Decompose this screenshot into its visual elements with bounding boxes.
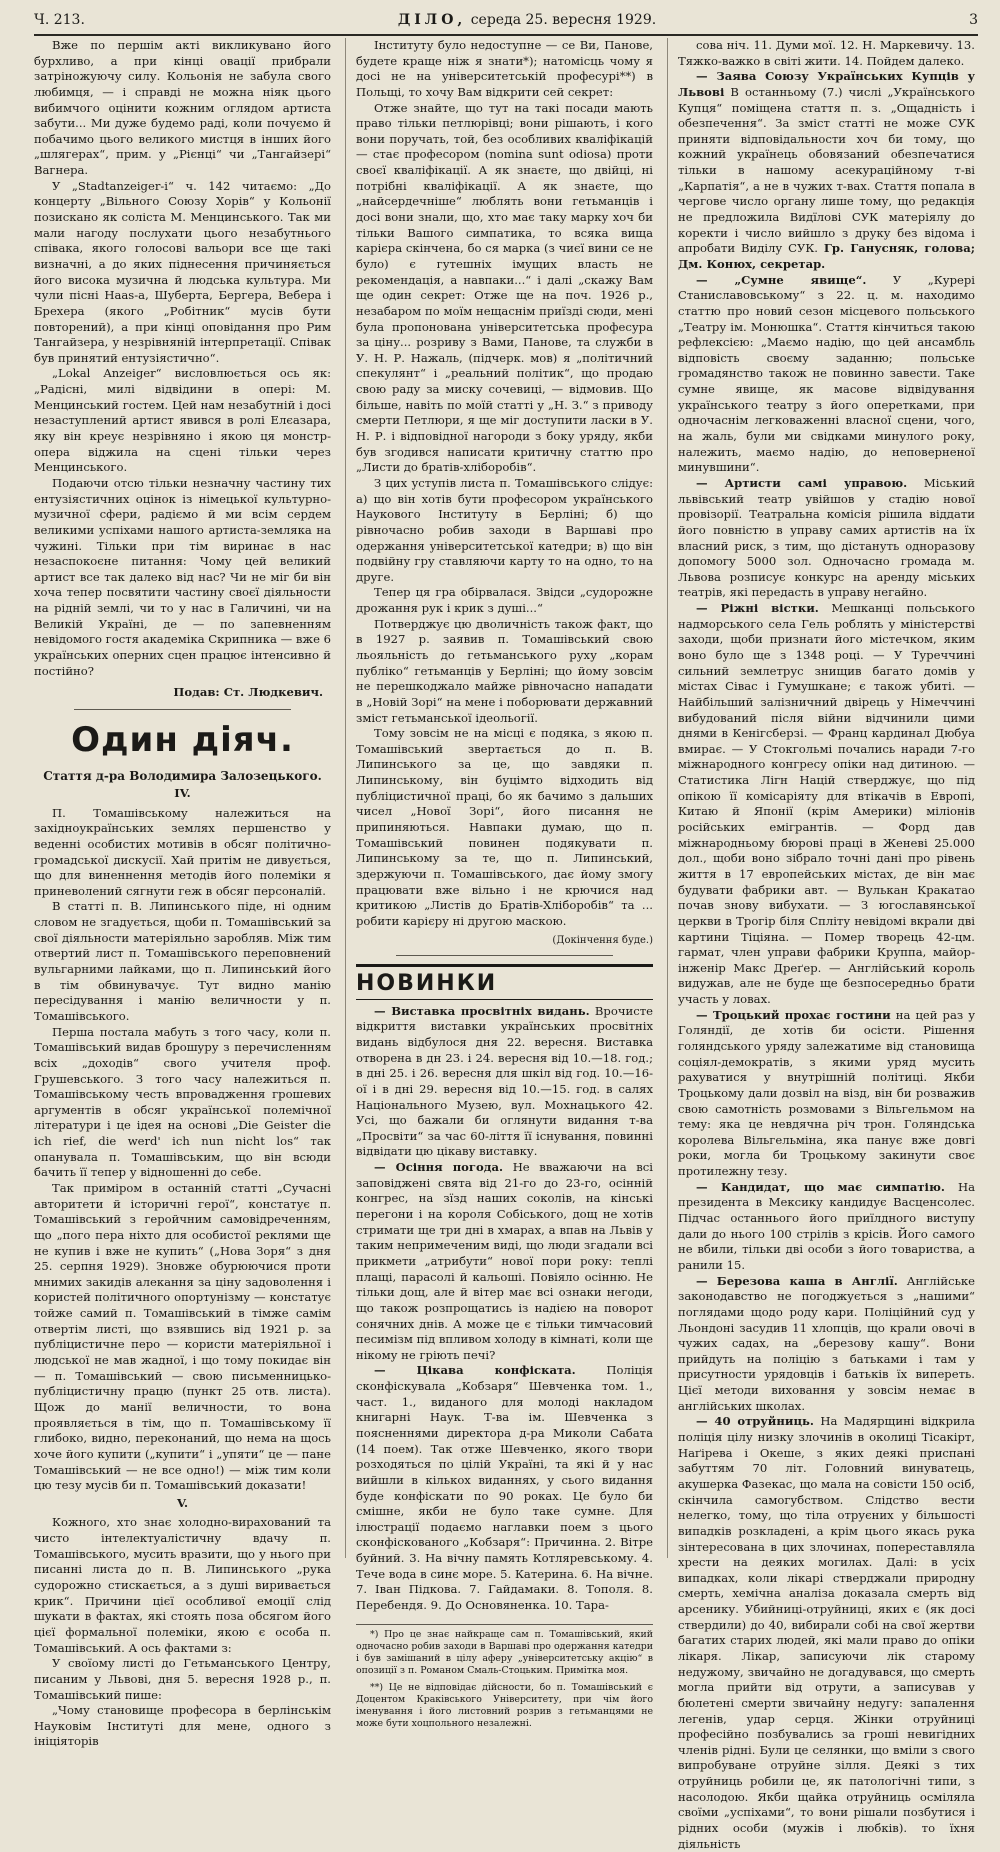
news-body: У „Курері Станиславовському“ з 22. ц. м. находимо статтю про новий сезон місцевого польського „Театру ім. Монюшка“. Стаття кінчиться такою рефлексією: „Маємо надію, що цей ансамбль відповість своєму заданню; польське громадянство також не повинно завести. Таке сумне явище, як масове відвідування українського театру з його оперетками, при одночаснім легковаженні власної сцени, чого, на жаль, були ми свідками минулого року, належить, маємо надію, до неповерненої минувшини“. — [678, 272, 976, 475]
news-body: на цей раз у Голяндії, де хотів би осісти. Рішення голяндського уряду залежатиме від становища соціял-демократів, з якими уряд мусить рахуватися у внутрішній політиці. Якби Троцькому дали дозвіл на візд, він би розважив свою самотність розмовами з Вільгельмом на тему: яка це невдячна річ трон. Голяндська королева Вільгельміна, яка панує вже довгі роки, могла би Троцькому закинути своє протилежну тезу. — [678, 1007, 976, 1179]
section-rubric: НОВИНКИ — [356, 964, 653, 1000]
news-headline: — Цікава конфіската. — [374, 1363, 576, 1378]
news-body: На Мадярщині відкрила поліція цілу низку злочинів в околиці Тісакірт, Наґірева і Океше, з яких деякі приспані забуттям 70 літ. Головний винуватець, акушерка Фазекас, що мала на совісти 150 осіб, скінчила самогубством. Слідство вести нелегко, тому, що тіла отруєних у більшості випадків розкладені, а крім цього якась рука зінтересована в цих злочинах, попереставляла хрести на деяких могилах. Далі: в усіх випадках, коли лікарі стверджали природну смерть, хемічна аналіза доказала смерть від арсенику. Убийниці-отруйниці, яких є (як досі ствердили) до 40, вибирали собі на свої жертви багатих старих людей, які мали право до опіки лікаря. Лікар, записуючи лік старому недужому, звичайно не догадувався, що смерть могла прийти від отрути, а записував у бюлетені смерти звичайну недугу: запалення легенів, удар серця. Жінки отруйниці професійно позбувались за гроші невигідних членів рідні. Були це селянки, що вміли з свого випробуване отруйне зілля. Деякі з тих отруйниць робили це, як патологічні типи, з насолодою. Якби щайка отруйниць осміляла своїми „успіхами“, то вони рішали позбутися і рідних особи (мужів і любків). то їхня діяльність — [678, 1414, 976, 1851]
article-title: Один діяч. — [71, 719, 294, 760]
paragraph: Перша постала мабуть з того часу, коли п. Томашівський видав брошуру з перечисленням всіх „доходів“ свого учителя проф. Грушевського. З того часу належиться п. Томашівському честь впровадження грошевих аргументів в обсяг української полемічної літератури і це ідея на основі „Die Geister die ich rief, die werd' ich nun nicht los“ так опанувала п. Томашівським, що він всюди бачить її тепер у відношенні до себе. — [34, 1024, 331, 1180]
author-byline: Подав: Ст. Людкевич. — [173, 685, 323, 700]
paragraph: Так приміром в останній статті „Сучасні авторитети й історичні герої“, констатує п. Томашівський з геройчним самовідреченням, що „пого пера ніхто для особистої реклями ще не купив і вже не купить“ („Нова Зоря“ з дня 25. серпня 1929). Зновже обурюючися проти мнимих закидів алекання за ціну задоволення і користей політичного опортунізму — констатує тойже самий п. Томашівський в тімже самім отвертім листі, що взявшись від 1921 р. за публіцистичне перо — користи матеріяльної і людської не мав жадної, і що тому покидає він — п. Томашівський — свою письменницько-публіцистичну працю (пункт 25 отв. листа). Щож до манії величности, то вона проявляється в тім, що п. Томашівському її глибоко, видно, переконаний, що нема на щось хоче його купити („купити“ і „упяти“ це — пане Томашівський — не все одно!) — між тим коли цю тезу мусів би п. Томашівський доказати! — [34, 1181, 331, 1493]
issue-number: Ч. 213. — [34, 12, 85, 28]
paragraph: „Lokal Anzeiger“ висловлюється ось як: „Радісні, милі відвідини в опері: М. Менцинський гостем. Цей нам незабутній і досі незаступлений артист явився в ролі Елєазара, яку він креує незрівняно і якою ця монстр-опера віджила на сцені тільки через Менцинського. — [34, 366, 331, 475]
news-headline: — Ріжні вістки. — [696, 601, 819, 616]
page-number: 3 — [969, 12, 978, 28]
continuation-note: (Докінчення буде.) — [552, 934, 653, 946]
paragraph: У своїому листі до Гетьманського Центру, писаним у Львові, дня 5. вересня 1928 р., п. Томашівський пише: — [34, 1656, 331, 1702]
paragraph: У „Stadtanzeiger-і“ ч. 142 читаємо: „До концерту „Вільного Союзу Хорів“ у Кольонії позискано як соліста М. Менцинського. Так ми мали нагоду послухати цього незабутнього співака, якого голосові вальори все ще такі визначні, а до яких піднесення причиняється його висока музична й людська культура. Ми чули пісні Haas-а, Шуберта, Бергера, Вебера і Брехера (якого „Робітник“ мусів бути повторений), а при кінці оповідання про Рим Тангайзера, у незрівняній інтерпретації. Співак був принятий ентузіястично“. — [34, 178, 331, 365]
news-headline: — „Сумне явище“. — [696, 272, 867, 287]
signatories: Гр. Ганусняк, голова; Дм. Конюх, секретар. — [678, 241, 975, 271]
news-item — [678, 1008, 975, 1180]
masthead: ДІЛО, — [397, 12, 467, 28]
paragraph: Отже знайте, що тут на такі посади мають право тільки петлюрівці; вони рішають, і кого вони поручать, той, без особливих кваліфікацій — стає професором (nomina sunt odiosa) проти своєї кваліфікації. А як знаєте, що двійці, ні потрібні кваліфікації. А як знаєте, що „найсердечніше“ люблять вони гетьманців і досі вони знали, що, хто має таку марку хоч би тільки Вашого симпатика, то всяка вища карієра скінчена, бо ся марка (з чиєї вини се не було) є гутешніх імущих власть не рекомендація, а навпаки...“ і далі „скажу Вам ще один секрет: Отже ще на поч. 1926 р., незабаром по моїм нещаснім приїзді сюди, мені була пропонована університетська професура за ціну... розриву з Вами, Панове, та служби в У. Н. Р. Нажаль, (підчерк. мов) я „політичний спекулянт“ і „реальний політик“, що продаю свою раду за миску сочевиці, — відмовив. Що більше, навіть по моїй статті у „Н. З.“ з приводу смерти Петлюри, я ще міг доступити ласки в У. Н. Р. і відповідної нагороди з боку уряду, якби був згодився написати критичну статтю про „Листи до братів-хліборобів“. — [356, 100, 653, 475]
page-header — [34, 12, 978, 36]
news-item — [678, 601, 975, 1008]
column-3 — [667, 38, 976, 1851]
news-headline: — Виставка просвітніх видань. — [374, 1003, 590, 1018]
paragraph: „Чому становище професора в берлінськім Науковім Інституті для мене, одного з ініціяторів — [34, 1703, 331, 1749]
section-number: V. — [176, 1495, 188, 1510]
news-body: Не вважаючи на всі заповіджені свята від 21-го до 23-го, осінній конгрес, на зїзд наших соколів, на кінські перегони і на короля Собіського, дощ не хотів стримати ще три дні в хмарах, а впав на Львів у таким непримеченим виді, що люди згадали всі прикмети „атрибути“ нової пори року: теплі плащі, парасолі й кальоші. Повіяло осінню. Не тільки дощ, але й вітер має всі ознаки негоди, що також розпрощатись із надією на поворот сонячних днів. А може це є тільки тимчасовий песимізм під впливом холоду в кімнаті, коли ще нікому не гріють печі? — [356, 1160, 653, 1362]
news-headline: — Троцький прохає гостини — [696, 1007, 891, 1022]
footnote: **) Це не відповідає дійсности, бо п. Томашівський є Доцентом Краківського Університету, при чім його іменування і його листовний розрив з гетьманцями не може бути хоцпольного незалежні. — [356, 1681, 653, 1730]
news-item — [678, 1180, 975, 1274]
paragraph: Подаючи отсю тільки незначну частину тих ентузіястичних оцінок із німецької культурно-музичної сфери, радіємо й ми всім сердем великими успіхами нашого артиста-земляка на чужині. Тільки при тім виринає в нас незаспокоєне питання: Чому цей великий артист все так далеко від нас? Чи не міг би він хоча тепер посвятити частину своєї діяльности на рідній землі, чи то у нас в Галичині, чи на Великій Україні, де — по запевненням невідомого гостя академіка Скрипника — вже 6 українських оперних сцен працює інтенсивно й постійно? — [34, 475, 331, 678]
paragraph: Потверджує цю дволичність також факт, що в 1927 р. заявив п. Томашівський свою льояльність до гетьманського руху „корам публіко“ гетьманців у Берліні; що йому зовсім не перешкоджало майже рівночасно нападати в „Новій Зорі“ на мене і поборювати державний зміст гетьманської ідеольогії. — [356, 616, 653, 725]
news-item — [678, 1414, 975, 1852]
paragraph: В статті п. В. Липинського піде, ні одним словом не згадується, щоби п. Томашівський за свої діяльности матеріяльно заробляв. Між тим отвертий лист п. Томашівського переповнений вульгарними лайками, що п. Липинський його в тім обвинувачує. Тут видно манію пересідування і манію величности у п. Томашівського. — [34, 899, 331, 1023]
news-item — [356, 1160, 653, 1363]
footnote: *) Про це знає найкраще сам п. Томашівський, який одночасно робив заходи в Варшаві про одержання катедри і був замішаний в цілу аферу „університетську акцію“ в опозиції з п. Романом Смаль-Стоцьким. Примітка моя. — [356, 1628, 653, 1677]
section-number: IV. — [174, 785, 191, 800]
news-body: Врочисте відкриття виставки українських просвітніх видань відбулося дня 22. вересня. Виставка отворена в дн 23. і 24. вересня від 10.—18. год.; в дні 25. і 26. вересня для шкіл від год. 10.—16-ої і в дні 29. вересня від 10.—15. год. в салях Національного Музею, вул. Мохнацького 42. Усі, що бажали би оглянути видання т-ва „Просвіти“ за час 60-ліття її існування, повинні відвідати цю цікаву виставку. — [356, 1003, 653, 1159]
news-body: Поліція сконфіскувала „Кобзаря“ Шевченка том. 1., част. 1., виданого для молоді накладом книгарні Наук. Т-ва ім. Шевченка з поясненнями директора д-ра Миколи Сабата (14 поем). Так отже Шевченко, якого твори розходяться по цілій Україні, та які й у нас вийшли в кількох виданнях, у сього видання буде конфіскати по 90 роках. Це було би смішне, якби не було таке сумне. Для ілюстрації подаємо наглавки поем з цього сконфіскованого „Кобзаря“: Причинна. 2. Вітре буйний. 3. На вічну память Котляревському. 4. Тече вода в синє море. 5. Катерина. 6. На вічне. 7. Іван Підкова. 7. Гайдамаки. 8. Тополя. 8. Перебендя. 9. До Основяненка. 10. Тара- — [356, 1363, 654, 1613]
news-body: Англійське законодавство не погоджується з „нашими“ поглядами щодо роду кари. Поліційний суд у Льондоні засудив 11 хлопців, що крали овочі в чужих садах, на „березову кашу“. Вони прийдуть на поліцію з батьками і там у присутности урядовців і батьків їх випереть. Цієї методи виховання у зовсім немає в англійських школах. — [678, 1273, 976, 1413]
news-item — [678, 273, 975, 476]
paragraph: П. Томашівському належиться на західноукраїнських землях першенство у веденні особистих мотивів в обсяг політично-громадської дискусії. Хай притім не дивується, що для виненнення методів його полеміки я приневолений сягнути геж в обсяг персоналій. — [34, 805, 331, 898]
news-headline: — Осіння погода. — [374, 1160, 504, 1175]
divider — [396, 955, 613, 956]
paragraph: сова ніч. 11. Думи мої. 12. Н. Маркевичу. 13. Тяжко-важко в світі жити. 14. Пойдем далеко. — [678, 38, 975, 68]
news-headline: — Кандидат, що має симпатію. — [696, 1179, 945, 1194]
news-item — [678, 476, 975, 601]
paragraph: Тому зовсім не на місці є подяка, з якою п. Томашівський звертається до п. В. Липинського за це, що завдяки п. Липинському, він буцімто відходить від публіцистичної праці, бо як бачимо з дальших чисел „Нової Зорі“, його писання не припиняються. Навпаки думаю, що п. Томашівський повинен подякувати п. Липинському за те, що п. Липинський, здержуючи п. Томашівського, дає йому змогу працювати вже вільно і не крючися над критикою „Листів до Братів-Хліборобів“ та ... робити карієру ні другою маскою. — [356, 726, 653, 928]
news-body: Міський львівський театр увійшов у стадію нової провізорії. Театральна комісія рішила віддати його повністю в управу самих артистів на їх власний риск, з тим, що дістануть одноразову допомогу 5000 зол. Одночасно громада м. Львова розписує конкурс на аренду міських театрів, які передасть в управу негайно. — [678, 475, 975, 600]
footnotes — [356, 1624, 653, 1731]
column-2 — [345, 38, 654, 1730]
news-headline: — Заява Союзу Українських Купців у Львові — [678, 69, 975, 99]
issue-date: середа 25. вересня 1929. — [470, 12, 657, 28]
news-item — [356, 1004, 653, 1160]
paragraph: Інституту було недоступне — се Ви, Панове, будете краще ніж я знати*); натомісць чому я досі не на університетській професурі**) в Польщі, то хочу Вам відкрити сей секрет: — [356, 38, 653, 99]
news-item — [678, 1274, 975, 1415]
columns — [34, 38, 978, 1851]
news-headline: — Березова каша в Англії. — [696, 1273, 898, 1288]
paragraph: Вже по першім акті викликувано його бурхливо, а при кінці овації прибрали затріножуючу силу. Кольонія не забула свого любимця, — і справді не можна ніяк цього вибимчого оцінити кожним оглядом артиста забути... Ми дуже будемо раді, коли почуємо й побачимо цього великого мистця в інших його „шлягерах“, прим. у „Рієнці“ чи „Тангайзері“ Вагнера. — [34, 38, 331, 178]
news-body: В останньому (7.) числі „Українського Купця“ поміщена стаття п. з. „Ощадність і обезпечення“. За зміст статті не може СУК приняти відповідальности хоч би тому, що кожний українець обовязаний обезпечатися тільки в нашому асекураційному т-ві „Карпатія“, а не в чужих т-вах. Стаття попала в чергове число органу лише тому, що редакція не предложила Видїлові СУК матеріялу до коректи і число вийшло з друку без відома і апробати Виділу СУК. — [678, 84, 976, 256]
paragraph: З цих уступів листа п. Томашівського слідує: а) що він хотів бути професором українського Наукового Інституту в Берліні; б) що рівночасно робив заходи в Варшаві про одержання університетської катедри; в) що він подвійну гру ставляючи карту то на одно, то на друге. — [356, 475, 653, 584]
article-subtitle: Стаття д-ра Володимира Залозецького. — [43, 768, 322, 783]
news-item — [678, 69, 975, 272]
divider — [74, 709, 291, 710]
news-body: Мешканці польського надморського села Гель роблять у міністерстві заходи, щоби признати його містечком, яким воно було ще з 1348 році. — У Туреччині сильний землетрус знищив багато домів у містах Сівас і Гумушкане; є також убиті. — Найбільший залізничний двірець у Німеччині вибудований після війни відчинили цими днями в Кенігсберзі. — Франц кардинал Дюбуа вмирає. — У Стокгольмі почались наради 7-го міжнародного конгресу опіки над дитиною. — Статистика Лігн Націй стверджує, що під опікою її комісаріяту для втікачів в Европі, Китаю й Японії (крім Америки) міліонів російських емігрантів. — Форд дав міжнародньому бюрові праці в Женеві 25.000 дол., щоби воно зібрало точні дані про рівень життя в 17 европейських містах, де він має будувати фабрики авт. — Вулькан Кракатао почав знову вибухати. — З югославянської церкви в Трогір біля Спліту невідомі вкрали дві картини Тіціяна. — Помер творець 42-цм. гармат, член управи фабрики Круппа, майор-інженір Макс Дреґер. — Англійський король видужав, але не буде ще безпосередньо брати участь у ловах. — [678, 601, 975, 1007]
column-1 — [34, 38, 331, 1749]
paragraph: Кожного, хто знає холодно-вирахований та чисто інтелектуалістичну вдачу п. Томашівського, мусить вразити, що у нього при писанні листа до п. В. Липинського „рука судорожно стискається, а з душі виривається крик“. Причини цієї особливої емоції слід шукати в фактах, які стоять поза обсягом його цієї формальної полеміки, якою є особа п. Томашівський. А ось фактами з: — [34, 1515, 331, 1655]
news-item — [356, 1363, 653, 1613]
news-headline: — Артисти самі управою. — [696, 475, 908, 490]
news-body: На президента в Мексику кандидує Васценсолес. Підчас останнього його приїлдного виступу дали до нього 100 стрілів з крісів. Його самого не вбили, тільки дві особи з його товариства, а ранили 15. — [678, 1179, 976, 1272]
news-headline: — 40 отруйниць. — [696, 1414, 814, 1429]
paragraph: Тепер ця гра обірвалася. Звідси „судорожне дрожання рук і крик з душі...“ — [356, 585, 653, 616]
